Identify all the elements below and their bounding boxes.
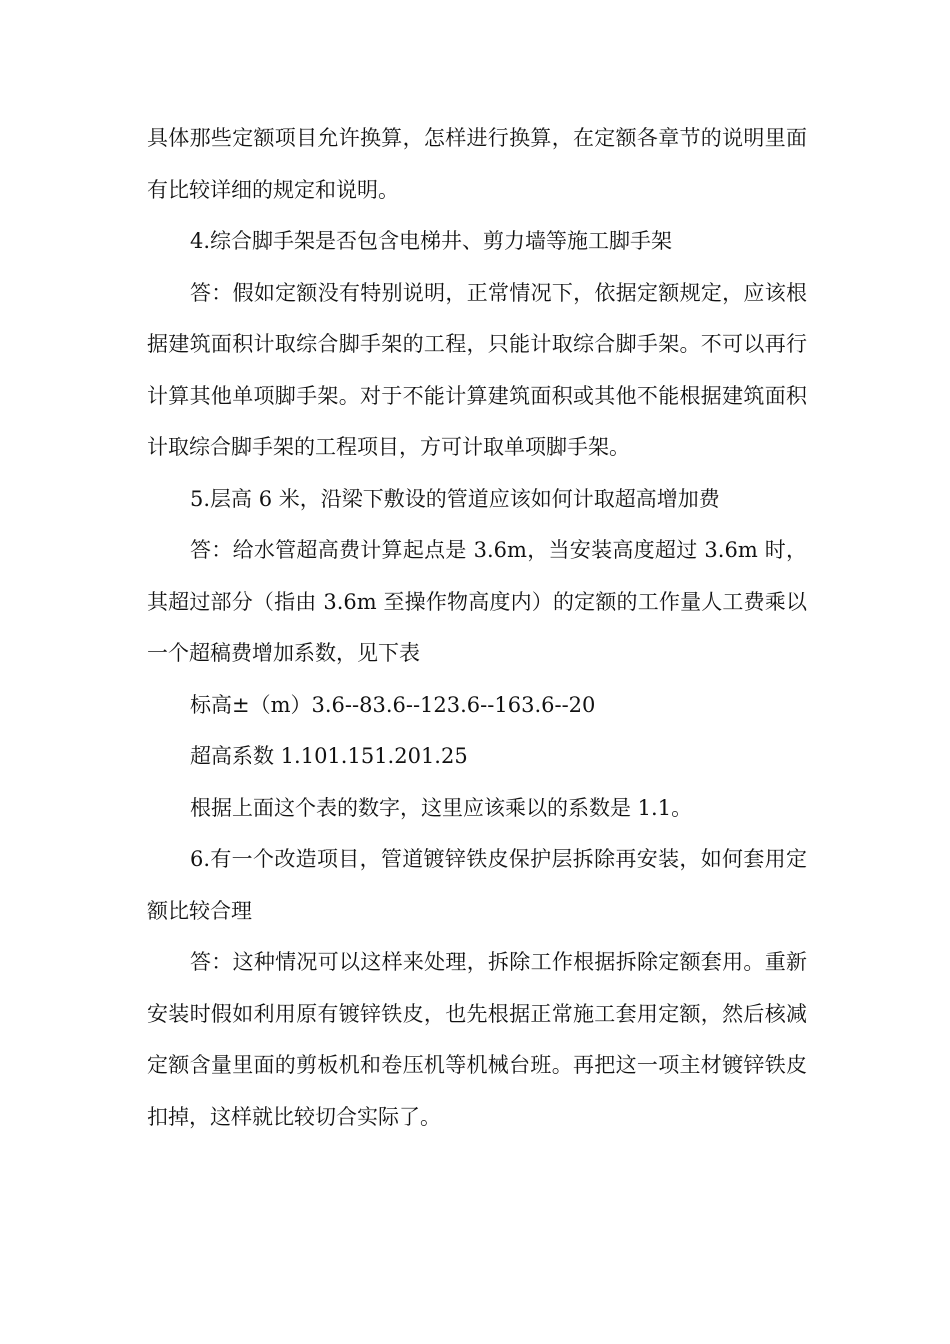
paragraph-continuation: 具体那些定额项目允许换算，怎样进行换算，在定额各章节的说明里面有比较详细的规定和说明。 [147,126,807,202]
question-4-heading: 4.综合脚手架是否包含电梯井、剪力墙等施工脚手架 [190,229,673,253]
coefficient-row: 超高系数 1.101.151.201.25 [190,744,468,768]
question-6-heading: 6.有一个改造项目，管道镀锌铁皮保护层拆除再安装，如何套用定额比较合理 [147,847,807,923]
question-5-heading: 5.层高 6 米，沿梁下敷设的管道应该如何计取超高增加费 [190,486,720,511]
elevation-row: 标高±（m）3.6--83.6--123.6--163.6--20 [190,692,596,717]
answer-4: 答：假如定额没有特别说明，正常情况下，依据定额规定，应该根据建筑面积计取综合脚手架的工程，只能计取综合脚手架。不可以再行计算其他单项脚手架。对于不能计算建筑面积或其他不能根据建筑面积计取综合脚手架的工程项目，方可计取单项脚手架。 [147,280,807,459]
coefficient-conclusion: 根据上面这个表的数字，这里应该乘以的系数是 1.1。 [190,795,693,820]
answer-6: 答：这种情况可以这样来处理，拆除工作根据拆除定额套用。重新安装时假如利用原有镀锌铁皮，也先根据正常施工套用定额，然后核减定额含量里面的剪板机和卷压机等机械台班。再把这一项主材镀锌铁皮扣掉，这样就比较切合实际了。 [147,950,807,1129]
answer-5: 答：给水管超高费计算起点是 3.6m，当安装高度超过 3.6m 时，其超过部分（指由 3.6m 至操作物高度内）的定额的工作量人工费乘以一个超稿费增加系数，见下表 [147,538,807,665]
document-body [147,113,807,1143]
